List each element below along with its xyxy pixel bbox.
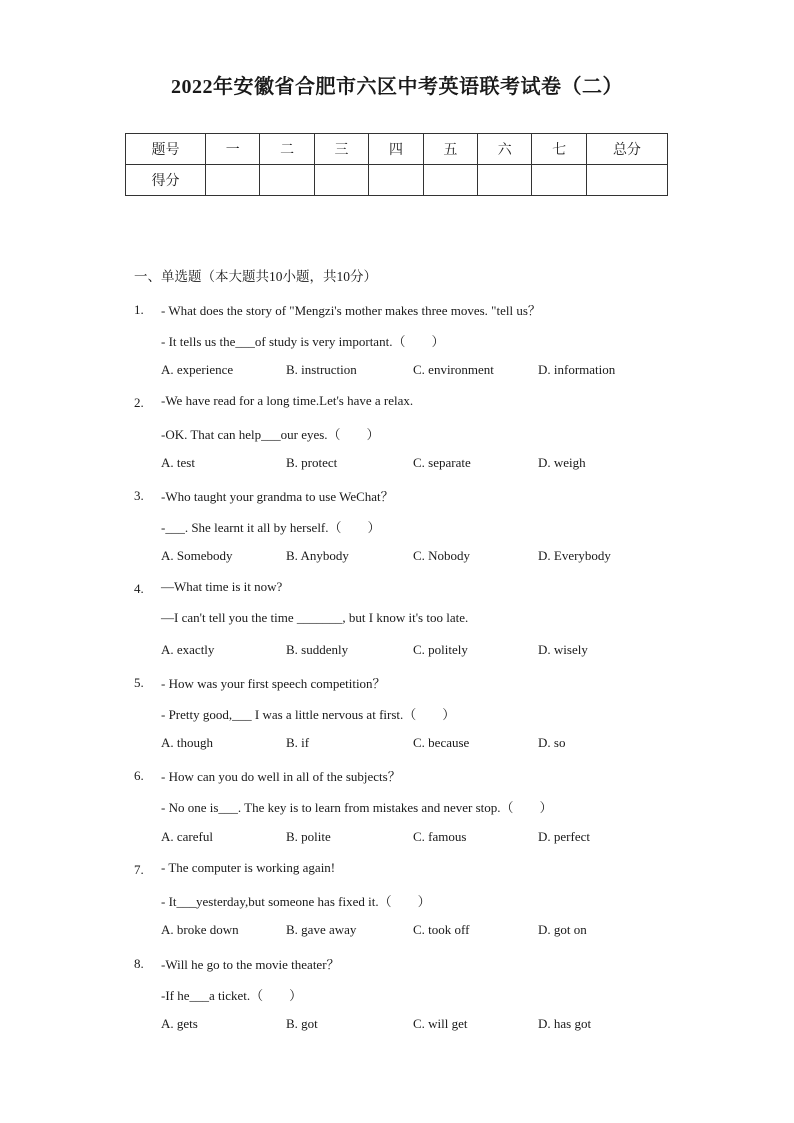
option-a[interactable]: A. exactly xyxy=(161,642,215,657)
question-number: 4. xyxy=(134,581,144,596)
score-header-cell: 四 xyxy=(369,134,423,165)
question-number: 3. xyxy=(134,488,144,503)
option-b[interactable]: B. suddenly xyxy=(286,642,349,657)
option-b[interactable]: B. polite xyxy=(286,829,331,844)
score-table xyxy=(125,133,668,196)
question-number: 6. xyxy=(134,768,144,783)
question-line: -___. She learnt it all by herself.（ ） xyxy=(161,520,381,535)
option-b[interactable]: B. protect xyxy=(286,455,338,470)
option-b[interactable]: B. got xyxy=(286,1016,318,1031)
question-line: - The computer is working again! xyxy=(161,860,336,875)
score-header-cell: 三 xyxy=(314,134,368,165)
question-line: -Who taught your grandma to use WeChat？ xyxy=(161,489,394,504)
question-number: 8. xyxy=(134,956,144,971)
option-d[interactable]: D. got on xyxy=(538,922,587,937)
option-a[interactable]: A. Somebody xyxy=(161,548,233,563)
score-header-cell: 六 xyxy=(478,134,532,165)
section-heading: 一、单选题（本大题共10小题，共10分） xyxy=(134,269,377,284)
question-line: - How was your first speech competition？ xyxy=(161,676,386,691)
option-d[interactable]: D. wisely xyxy=(538,642,588,657)
question-number: 2. xyxy=(134,395,144,410)
option-a[interactable]: A. careful xyxy=(161,829,213,844)
option-c[interactable]: C. took off xyxy=(413,922,470,937)
score-cell xyxy=(423,165,477,196)
option-d[interactable]: D. weigh xyxy=(538,455,586,470)
score-cell xyxy=(532,165,586,196)
option-a[interactable]: A. broke down xyxy=(161,922,239,937)
option-c[interactable]: C. Nobody xyxy=(413,548,471,563)
option-b[interactable]: B. instruction xyxy=(286,362,357,377)
score-cell xyxy=(260,165,314,196)
option-c[interactable]: C. politely xyxy=(413,642,468,657)
question-line: - No one is___. The key is to learn from mistakes and never stop.（ ） xyxy=(161,800,553,815)
option-d[interactable]: D. perfect xyxy=(538,829,590,844)
question-number: 5. xyxy=(134,675,144,690)
score-cell xyxy=(206,165,260,196)
option-c[interactable]: C. separate xyxy=(413,455,471,470)
question-line: - It tells us the___of study is very important.（ ） xyxy=(161,334,445,349)
question-line: - What does the story of "Mengzi's mother makes three moves. "tell us？ xyxy=(161,303,541,318)
option-a[interactable]: A. gets xyxy=(161,1016,198,1031)
question-line: -Will he go to the movie theater？ xyxy=(161,957,340,972)
score-header-cell: 二 xyxy=(260,134,314,165)
score-header-cell: 题号 xyxy=(126,134,206,165)
score-row-label: 得分 xyxy=(126,165,206,196)
score-header-cell: 总分 xyxy=(586,134,667,165)
score-header-cell: 五 xyxy=(423,134,477,165)
score-cell xyxy=(478,165,532,196)
option-c[interactable]: C. environment xyxy=(413,362,494,377)
option-d[interactable]: D. has got xyxy=(538,1016,592,1031)
question-line: -We have read for a long time.Let's have a relax. xyxy=(161,393,414,408)
option-b[interactable]: B. gave away xyxy=(286,922,357,937)
option-a[interactable]: A. test xyxy=(161,455,195,470)
option-d[interactable]: D. so xyxy=(538,735,566,750)
question-line: - How can you do well in all of the subjects？ xyxy=(161,769,401,784)
option-a[interactable]: A. experience xyxy=(161,362,234,377)
question-number: 7. xyxy=(134,862,144,877)
question-line: -If he___a ticket.（ ） xyxy=(161,988,303,1003)
option-b[interactable]: B. Anybody xyxy=(286,548,349,563)
option-c[interactable]: C. will get xyxy=(413,1016,468,1031)
page-title: 2022年安徽省合肥市六区中考英语联考试卷（二） xyxy=(171,76,623,98)
option-d[interactable]: D. information xyxy=(538,362,616,377)
option-c[interactable]: C. because xyxy=(413,735,470,750)
option-d[interactable]: D. Everybody xyxy=(538,548,611,563)
question-line: —I can't tell you the time _______, but I know it's too late. xyxy=(161,610,469,625)
score-table-header-row xyxy=(126,134,668,165)
score-table-score-row xyxy=(126,165,668,196)
option-a[interactable]: A. though xyxy=(161,735,213,750)
option-b[interactable]: B. if xyxy=(286,735,310,750)
score-cell xyxy=(369,165,423,196)
question-line: - Pretty good,___ I was a little nervous at first.（ ） xyxy=(161,707,456,722)
option-c[interactable]: C. famous xyxy=(413,829,467,844)
question-number: 1. xyxy=(134,302,144,317)
question-line: -OK. That can help___our eyes.（ ） xyxy=(161,427,380,442)
score-header-cell: 一 xyxy=(206,134,260,165)
score-header-cell: 七 xyxy=(532,134,586,165)
question-line: —What time is it now? xyxy=(161,579,283,594)
question-line: - It___yesterday,but someone has fixed it.（ ） xyxy=(161,894,431,909)
score-cell xyxy=(314,165,368,196)
score-cell xyxy=(586,165,667,196)
